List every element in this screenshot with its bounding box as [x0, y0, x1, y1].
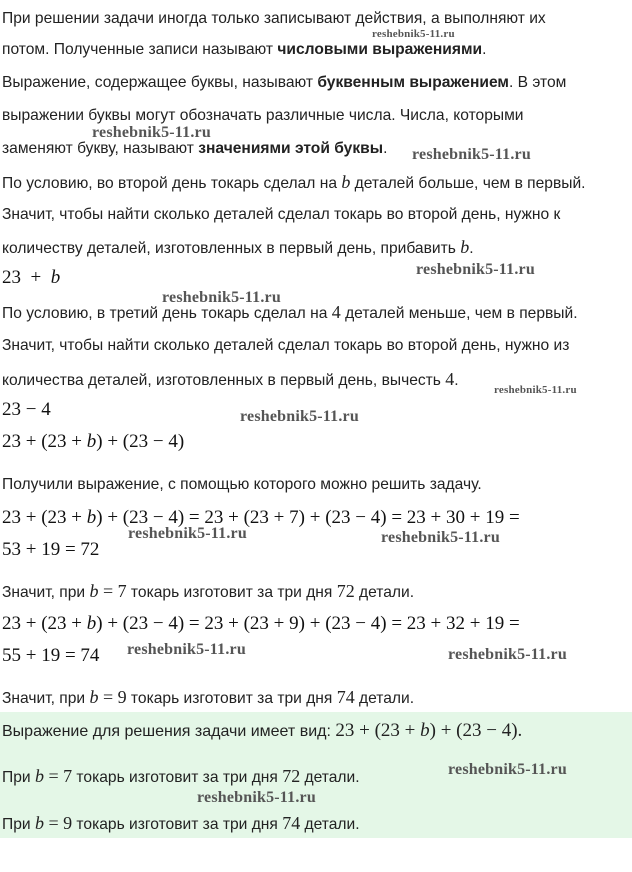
text-line: Значит, чтобы найти сколько деталей сделал токарь во второй день, нужно из — [2, 337, 570, 354]
watermark: reshebnik5-11.ru — [127, 641, 246, 658]
answer-line: При b = 7 токарь изготовит за три дня 72 детали. — [2, 766, 360, 786]
watermark: reshebnik5-11.ru — [494, 384, 577, 396]
text-line: количества деталей, изготовленных в первый день, вычесть 4. — [2, 369, 459, 389]
answer-line: При b = 9 токарь изготовит за три дня 74 детали. — [2, 813, 360, 833]
text-line: Значит, чтобы найти сколько деталей сделал токарь во второй день, нужно к — [2, 206, 561, 223]
watermark: reshebnik5-11.ru — [372, 28, 455, 40]
text-line: количеству деталей, изготовленных в первый день, прибавить b. — [2, 237, 474, 257]
watermark: reshebnik5-11.ru — [92, 124, 211, 141]
text-line: Значит, при b = 7 токарь изготовит за три дня 72 детали. — [2, 581, 415, 601]
watermark: reshebnik5-11.ru — [240, 408, 359, 425]
text-line: При решении задачи иногда только записывают действия, а выполняют их — [2, 10, 546, 27]
text-line: По условию, в третий день токарь сделал на 4 деталей меньше, чем в первый. — [2, 302, 578, 322]
text-line: потом. Полученные записи называют числовыми выражениями. — [2, 41, 487, 58]
equation-line: 53 + 19 = 72 — [2, 539, 100, 560]
text-line: По условию, во второй день токарь сделал на b деталей больше, чем в первый. — [2, 172, 586, 192]
text-line: Выражение, содержащее буквы, называют буквенным выражением. В этом — [2, 74, 567, 91]
text-line: заменяют букву, называют значениями этой буквы. — [2, 140, 388, 157]
watermark: reshebnik5-11.ru — [197, 789, 316, 806]
text-line: выражении буквы могут обозначать различные числа. Числа, которыми — [2, 107, 524, 124]
watermark: reshebnik5-11.ru — [448, 761, 567, 778]
text-line: Значит, при b = 9 токарь изготовит за три дня 74 детали. — [2, 687, 415, 707]
bold-term: буквенным выражением — [317, 74, 509, 91]
equation-line: 23 − 4 — [2, 399, 51, 420]
answer-line: Выражение для решения задачи имеет вид: 23 + (23 + b) + (23 − 4). — [2, 720, 523, 741]
watermark: reshebnik5-11.ru — [381, 529, 500, 546]
bold-term: значениями этой буквы — [198, 140, 384, 157]
watermark: reshebnik5-11.ru — [162, 289, 281, 306]
text-line: Получили выражение, с помощью которого можно решить задачу. — [2, 476, 482, 493]
equation-line: 23 + (23 + b) + (23 − 4) = 23 + (23 + 7) + (23 − 4) = 23 + 30 + 19 = — [2, 507, 520, 528]
equation-line: 23 + b — [2, 267, 61, 288]
equation-line: 23 + (23 + b) + (23 − 4) — [2, 431, 185, 452]
watermark: reshebnik5-11.ru — [448, 646, 567, 663]
watermark: reshebnik5-11.ru — [416, 261, 535, 278]
equation-line: 55 + 19 = 74 — [2, 645, 100, 666]
bold-term: числовыми выражениями — [277, 41, 483, 58]
watermark: reshebnik5-11.ru — [128, 525, 247, 542]
watermark: reshebnik5-11.ru — [412, 146, 531, 163]
equation-line: 23 + (23 + b) + (23 − 4) = 23 + (23 + 9) + (23 − 4) = 23 + 32 + 19 = — [2, 613, 520, 634]
